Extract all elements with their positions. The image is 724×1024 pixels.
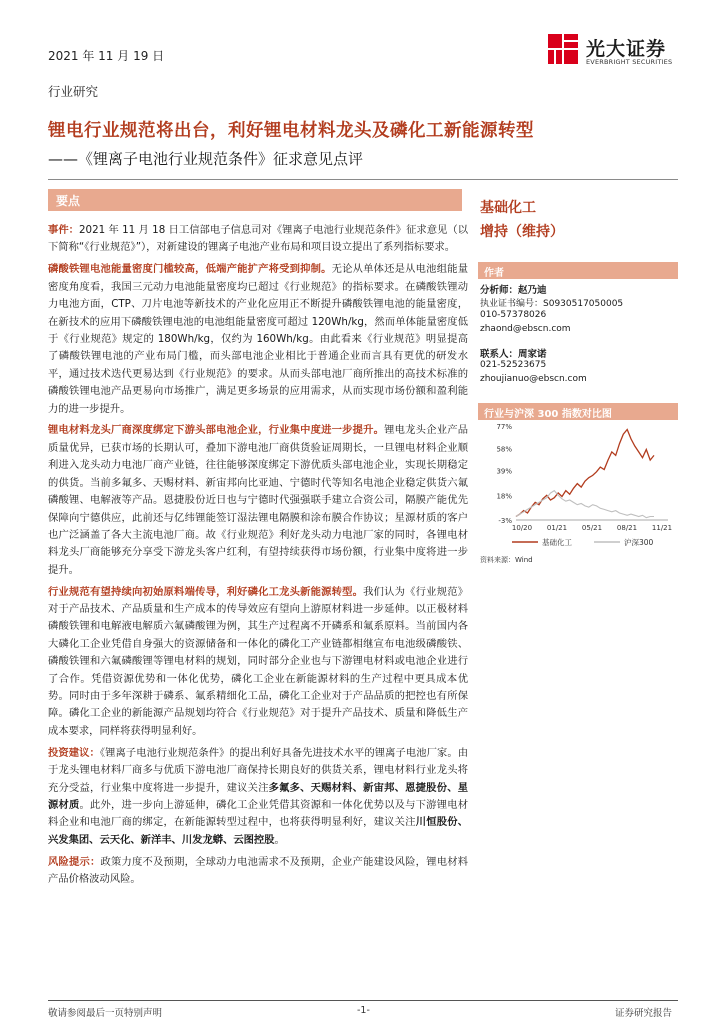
chart-svg [478, 420, 678, 554]
paragraph-investment-advice [48, 745, 468, 849]
paragraph-risk [48, 854, 468, 889]
sector-name: 基础化工 [480, 200, 536, 216]
paragraph-material-leaders [48, 422, 468, 579]
summary-label: 要点 [56, 194, 81, 208]
contact-phone: 021-52523675 [480, 360, 547, 370]
y-tick-label: 58% [496, 445, 512, 454]
recommended-stocks: 多氟多、天赐材料、新宙邦、恩捷股份、星源材质 [48, 781, 468, 811]
x-tick-label: 05/21 [581, 524, 603, 532]
page-number: -1- [357, 1005, 370, 1016]
x-tick-label: 08/21 [616, 524, 638, 532]
brand-name: 光大证券 [586, 38, 667, 60]
recommended-stocks: 川恒股份、兴发集团、云天化、新洋丰、川发龙蟒、云图控股 [48, 816, 469, 846]
report-category: 行业研究 [48, 84, 99, 99]
analyst-cert: 执业证书编号：S0930517050005 [480, 299, 624, 309]
y-tick-label: 39% [496, 467, 512, 476]
legend-label: 沪深300 [624, 538, 654, 547]
y-tick-label: -3% [498, 517, 512, 525]
x-tick-label: 10/20 [511, 524, 533, 532]
paragraph-text: 《锂离子电池行业规范条件》的提出利好具备先进技术水平的锂离子电池厂家。由于龙头锂电材料厂商多与优质下游电池厂商保持长期良好的供货关系，锂电材料行业龙头将充分受益，行业集中度将进一步提升，建议关注 [48, 746, 468, 794]
paragraph-text: 。此外，进一步向上游延伸，磷化工企业凭借其资源和一体化优势以及与下游锂电材料企业和电池厂商的绑定，在新能源转型过程中，也将获得明显利好，建议关注 [48, 799, 468, 829]
x-tick-label: 11/21 [651, 524, 673, 532]
paragraph-text: 我们认为《行业规范》对于产品技术、产品质量和生产成本的传导效应有望向上游原材料进一步延伸。以正极材料磷酸铁锂和电解液电解质六氟磷酸锂为例，其生产过程离不开磷系和氟系原料。当前国内各大磷化工企业凭借自身强大的资源储备和一体化的磷化工产业链都相继宣布电池级磷酸铁、磷酸铁锂和六氟磷酸锂等锂电材料的规划，同时部分企业也与下游锂电材料或电池企业进行了合作。凭借资源优势和一体化优势，磷化工企业在新能源材料的生产过程中更具成本优势。同时由于多年深耕于磷系、氟系精细化工品，磷化工企业对于产品品质的把控也有所保障。磷化工企业的新能源产品规划均符合《行业规范》对于提升产品技术、质量和降低生产成本要求，同样将获得明显利好。 [48, 585, 468, 737]
paragraph-energy-density [48, 261, 468, 418]
chart-title: 行业与沪深 300 指数对比图 [484, 409, 612, 420]
paragraph-phosphorus-chem [48, 584, 468, 741]
series-line-csi300 [516, 491, 654, 518]
paragraph-text: 政策力度不及预期，全球动力电池需求不及预期，企业产能建设风险，锂电材料产品价格波动风险。 [48, 855, 469, 886]
chart-source: 资料来源：Wind [480, 556, 533, 564]
index-comparison-chart [478, 420, 678, 560]
brand-logo [548, 34, 688, 70]
paragraph-lead: 磷酸铁锂电池能量密度门槛较高，低端产能扩产将受到抑制。 [48, 263, 332, 276]
paragraph-text: 锂电龙头企业产品质量优异，已获市场的长期认可，叠加下游电池厂商供货验证周期长，一旦锂电材料企业顺利进入龙头动力电池厂商产业链，往往能够深度绑定下游优质头部电池企业，实现长期稳定的供货。当前多氟多、天赐材料、新宙邦向比亚迪、宁德时代等知名电池企业稳定供货六氟磷酸锂、电解液等产品。恩捷股份近日也与宁德时代强强联手建立合资公司，隔膜产能优先保障向宁德供应，此前还与亿纬锂能签订湿法锂电隔膜和涂布膜合作协议；星源材质的客户也广泛涵盖了各大主流电池厂商。故《行业规范》利好龙头动力电池厂家的同时，各锂电材料龙头厂商能够充分享受下游龙头客户红利，有望持续获得市场份额，行业集中度将进一步提升。 [48, 424, 469, 576]
y-tick-label: 77% [496, 423, 512, 431]
author-label: 作者 [484, 268, 504, 279]
paragraph-text: 无论从单体还是从电池组能量密度角度看，我国三元动力电池能量密度均已超过《行业规范》的指标要求。在磷酸铁锂动力电池方面，CTP、刀片电池等新技术的产业化应用正不断提升磷酸铁锂电池的能量密度，在新技术的应用下磷酸铁锂电池的电池组能量密度可超过 120Wh/kg，然而单体能量密度低于《行业规范》规定的 180Wh/kg，仅约为 160Wh/kg。由此看来《行业规范》明显提高了磷酸铁锂电池的产业布局门槛，而头部电池企业相比于普通企业而言具有更优的研发水平，通过技术迭代更易达到《行业规范》的要求。从而头部电池厂商所推出的高技术标准的磷酸铁锂电池产品更易向市场推广，满足更多场景的应用需求，从而实现市场份额和盈利能力的进一步提升。 [48, 263, 468, 415]
footer-disclaimer: 敬请参阅最后一页特别声明 [48, 1008, 163, 1019]
paragraph-lead: 风险提示： [48, 855, 101, 868]
header-divider [48, 179, 678, 180]
x-tick-label: 01/21 [546, 524, 568, 532]
brand-logo-icon [548, 34, 580, 66]
brand-name-en: EVERBRIGHT SECURITIES [586, 58, 673, 66]
y-tick-label: 18% [496, 492, 512, 501]
legend-label: 基础化工 [542, 538, 572, 547]
event-paragraph [48, 222, 468, 257]
paragraph-lead: 投资建议： [48, 746, 100, 759]
summary-band [48, 189, 462, 211]
footer-divider [48, 1000, 678, 1001]
event-label: 事件： [48, 224, 79, 236]
paragraph-lead: 行业规范有望持续向初始原料端传导，利好磷化工龙头新能源转型。 [48, 585, 364, 598]
paragraph-text: 。 [274, 833, 285, 846]
footer-report-type: 证券研究报告 [615, 1008, 673, 1019]
event-text: 2021 年 11 月 18 日工信部电子信息司对《锂离子电池行业规范条件》征求意见（以下简称“《行业规范》”），对新建设的锂离子电池产业布局和项目设立提出了系列指标要求。 [48, 224, 468, 254]
chart-band [478, 403, 678, 420]
report-subtitle: ——《锂离子电池行业规范条件》征求意见点评 [48, 150, 364, 168]
analyst-name: 分析师：赵乃迪 [480, 285, 547, 296]
main-content [48, 222, 468, 893]
sector-rating: 增持（维持） [480, 224, 564, 240]
contact-name: 联系人：周家诺 [480, 349, 547, 360]
analyst-phone: 010-57378026 [480, 310, 547, 320]
report-date: 2021 年 11 月 19 日 [48, 49, 165, 63]
author-band [478, 262, 678, 279]
contact-email[interactable]: zhoujianuo@ebscn.com [480, 374, 587, 384]
analyst-email[interactable]: zhaond@ebscn.com [480, 324, 571, 334]
paragraph-lead: 锂电材料龙头厂商深度绑定下游头部电池企业，行业集中度进一步提升。 [48, 424, 385, 437]
report-title: 锂电行业规范将出台，利好锂电材料龙头及磷化工新能源转型 [48, 121, 534, 141]
